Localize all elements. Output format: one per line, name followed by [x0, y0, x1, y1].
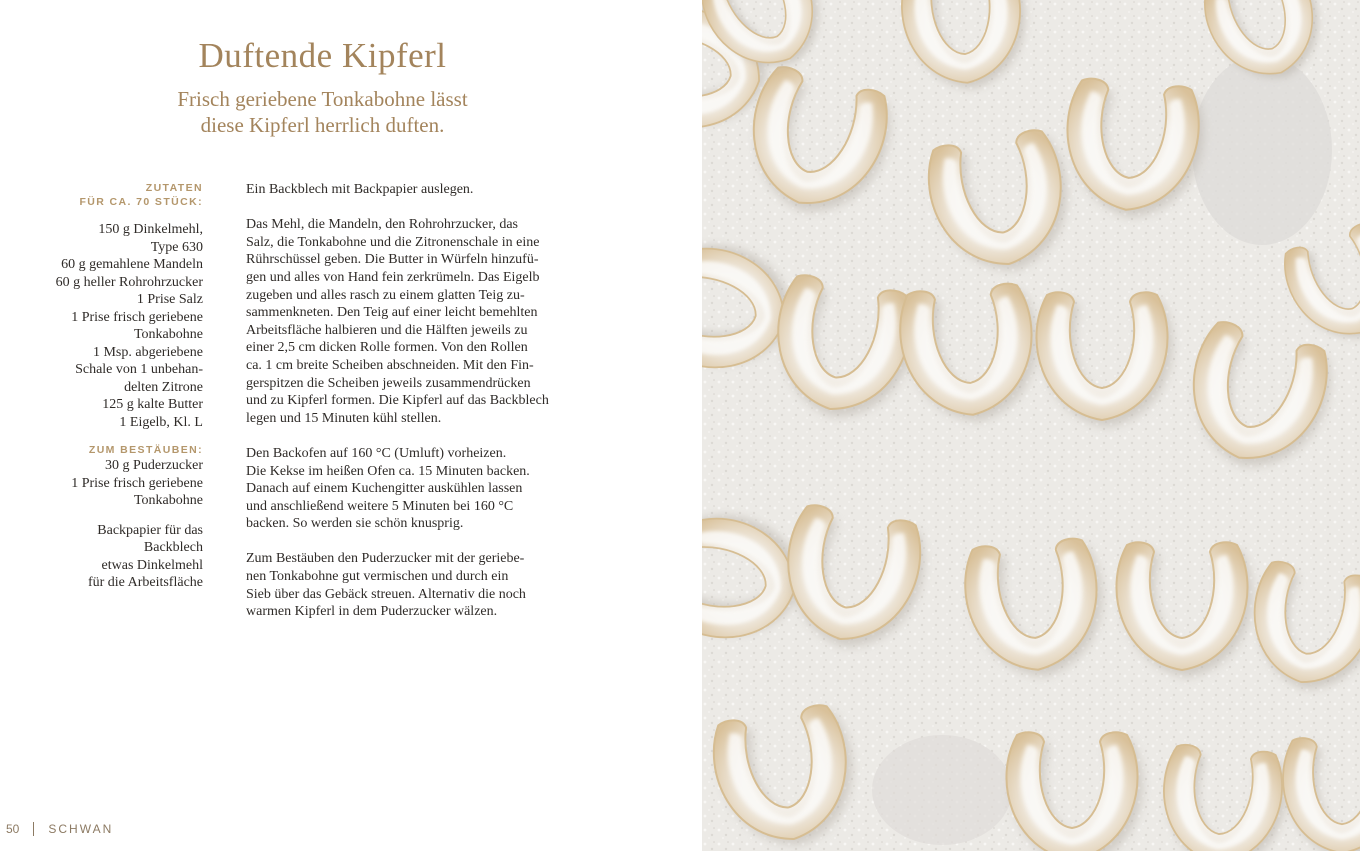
ingredients-heading: ZUTATEN	[145, 182, 203, 194]
instruction-line: und zu Kipferl formen. Die Kipferl auf das Backblech	[246, 393, 549, 409]
instruction-paragraph	[246, 550, 606, 620]
instruction-line: Danach auf einem Kuchengitter auskühlen lassen	[246, 481, 523, 497]
ingredient-line: 1 Prise frisch geriebene	[71, 475, 203, 491]
instruction-line: gen und alles von Hand fein zerkrümeln. Das Eigelb	[246, 269, 540, 285]
dusting-list	[20, 457, 203, 510]
ingredient-line: 125 g kalte Butter	[102, 397, 203, 412]
ingredient-line: Tonkabohne	[133, 327, 203, 342]
ingredient-line: 1 Prise frisch geriebene	[71, 309, 203, 325]
instruction-line: sammenkneten. Den Teig auf einer leicht bemehlten	[246, 305, 538, 321]
subtitle-line: Frisch geriebene Tonkabohne lässt	[177, 87, 468, 111]
page-footer	[6, 822, 113, 836]
footer-divider	[33, 822, 34, 836]
ingredient-line: etwas Dinkelmehl	[101, 557, 203, 573]
instruction-line: zugeben und alles rasch zu einem glatten Teig zu-	[246, 287, 525, 303]
instruction-line: nen Tonkabohne gut vermischen und durch ein	[246, 569, 509, 585]
instruction-line: backen. So werden sie schön knusprig.	[246, 516, 464, 532]
page-number: 50	[6, 822, 20, 836]
instruction-line: Zum Bestäuben den Puderzucker mit der geriebe-	[246, 551, 525, 567]
instruction-line: Ein Backblech mit Backpapier auslegen.	[246, 182, 474, 197]
instruction-line: Den Backofen auf 160 °C (Umluft) vorheizen.	[246, 445, 507, 461]
instruction-line: einer 2,5 cm dicken Rolle formen. Von den Rollen	[246, 340, 528, 356]
ingredient-line: für die Arbeitsfläche	[87, 575, 203, 590]
instruction-line: Rührschüssel geben. Die Butter in Würfeln hinzufü-	[246, 252, 539, 268]
recipe-subtitle	[0, 86, 645, 138]
instruction-line: Sieb über das Gebäck streuen. Alternativ die noch	[246, 586, 526, 602]
ingredient-line: 1 Msp. abgeriebene	[92, 344, 203, 360]
recipe-title: Duftende Kipferl	[198, 36, 447, 75]
dusting-heading: ZUM BESTÄUBEN:	[88, 444, 203, 456]
ingredients-column	[20, 181, 203, 592]
instruction-line: warmen Kipferl in dem Puderzucker wälzen.	[246, 604, 498, 620]
ingredient-line: delten Zitrone	[124, 379, 203, 395]
ingredient-line: Type 630	[150, 239, 203, 255]
kipferl-photo-illustration	[702, 0, 1360, 851]
instruction-line: Die Kekse im heißen Ofen ca. 15 Minuten backen.	[246, 463, 530, 479]
ingredients-main-list	[20, 221, 203, 431]
kipferl-photo	[702, 0, 1360, 851]
publisher-brand: SCHWAN	[48, 822, 114, 836]
ingredient-line: 150 g Dinkelmehl,	[98, 222, 203, 237]
instructions-column	[246, 181, 606, 638]
ingredient-line: 1 Eigelb, Kl. L	[119, 414, 203, 430]
bare-parchment-patch	[872, 735, 1012, 845]
instruction-paragraph	[246, 181, 606, 199]
instruction-line: und anschließend weitere 5 Minuten bei 160 °C	[246, 498, 514, 514]
ingredient-line: 60 g heller Rohrohrzucker	[55, 274, 203, 290]
extras-list	[20, 522, 203, 592]
instruction-line: Arbeitsfläche halbieren und die Hälften jeweils zu	[246, 322, 528, 338]
ingredient-line: Schale von 1 unbehan-	[75, 362, 203, 377]
ingredient-line: 60 g gemahlene Mandeln	[61, 257, 203, 272]
ingredient-line: Tonkabohne	[133, 493, 203, 508]
ingredients-yield: FÜR CA. 70 STÜCK:	[79, 196, 203, 208]
bare-parchment-patch	[1192, 55, 1332, 245]
instruction-line: Das Mehl, die Mandeln, den Rohrohrzucker, das	[246, 217, 518, 233]
ingredient-line: Backblech	[143, 540, 203, 555]
subtitle-line: diese Kipferl herrlich duften.	[200, 113, 445, 137]
instruction-line: legen und 15 Minuten kühl stellen.	[246, 410, 442, 426]
instruction-line: Salz, die Tonkabohne und die Zitronenschale in eine	[246, 234, 540, 250]
instruction-paragraph	[246, 216, 606, 427]
instruction-line: gerspitzen die Scheiben jeweils zusammendrücken	[246, 375, 531, 391]
ingredient-line: Backpapier für das	[97, 522, 203, 538]
ingredient-line: 30 g Puderzucker	[105, 458, 203, 473]
ingredient-line: 1 Prise Salz	[136, 292, 203, 307]
instruction-paragraph	[246, 445, 606, 533]
instruction-line: ca. 1 cm breite Scheiben abschneiden. Mit den Fin-	[246, 357, 534, 373]
